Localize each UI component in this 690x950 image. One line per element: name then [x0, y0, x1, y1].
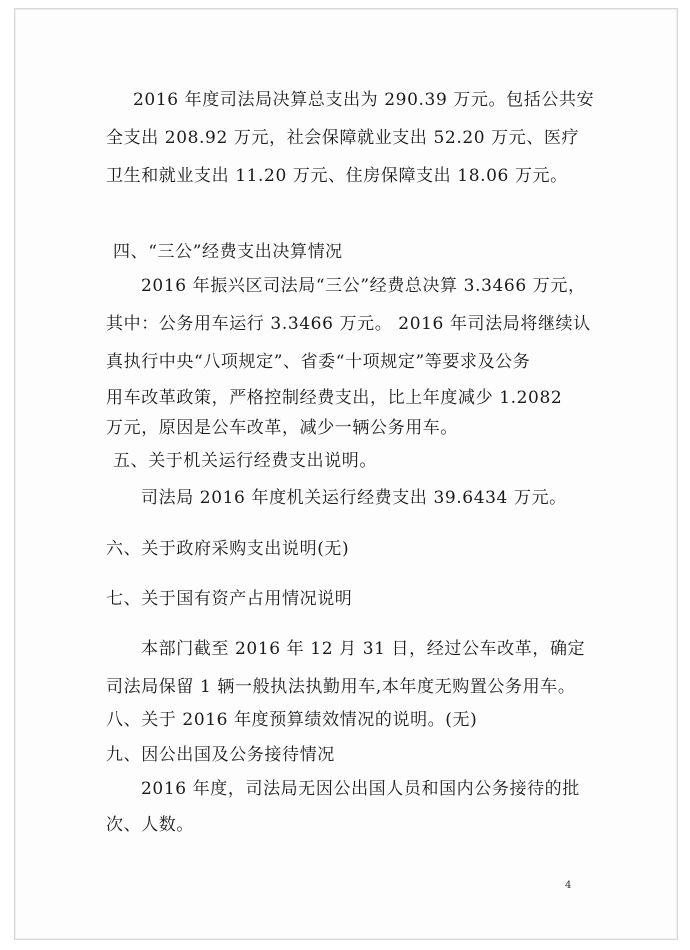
paragraph-line-6: 真执行中央“八项规定”、省委“十项规定”等要求及公务 [106, 352, 531, 372]
paragraph-line-8: 万元，原因是公车改革，减少一辆公务用车。 [106, 418, 458, 438]
paragraph-line-5: 其中：公务用车运行 3.3466 万元。 2016 年司法局将继续认 [106, 314, 591, 334]
paragraph-line-13: 次、人数。 [106, 815, 194, 835]
paragraph-line-4: 2016 年振兴区司法局“三公”经费总决算 3.3466 万元， [141, 276, 586, 296]
section-heading-5: 五、关于机关运行经费支出说明。 [113, 451, 377, 471]
paragraph-line-2: 全支出 208.92 万元，社会保障就业支出 52.20 万元、医疗 [106, 128, 580, 148]
section-heading-4: 四、“三公”经费支出决算情况 [113, 242, 343, 262]
section-heading-8: 八、关于 2016 年度预算绩效情况的说明。(无) [106, 710, 478, 730]
document-page [14, 8, 678, 940]
page-number: 4 [565, 880, 572, 891]
section-heading-7: 七、关于国有资产占用情况说明 [106, 589, 353, 609]
section-heading-9: 九、因公出国及公务接待情况 [106, 745, 335, 765]
paragraph-line-9: 司法局 2016 年度机关运行经费支出 39.6434 万元。 [141, 488, 567, 508]
paragraph-line-11: 司法局保留 1 辆一般执法执勤用车,本年度无购置公务用车。 [106, 677, 576, 697]
paragraph-line-12: 2016 年度，司法局无因公出国人员和国内公务接待的批 [141, 779, 580, 799]
paragraph-line-7: 用车改革政策，严格控制经费支出，比上年度减少 1.2082 [106, 388, 563, 408]
section-heading-6: 六、关于政府采购支出说明(无) [106, 539, 350, 559]
paragraph-line-1: 2016 年度司法局决算总支出为 290.39 万元。包括公共安 [133, 90, 595, 110]
paragraph-line-3: 卫生和就业支出 11.20 万元、住房保障支出 18.06 万元。 [106, 166, 568, 186]
paragraph-line-10: 本部门截至 2016 年 12 月 31 日，经过公车改革，确定 [141, 639, 586, 659]
